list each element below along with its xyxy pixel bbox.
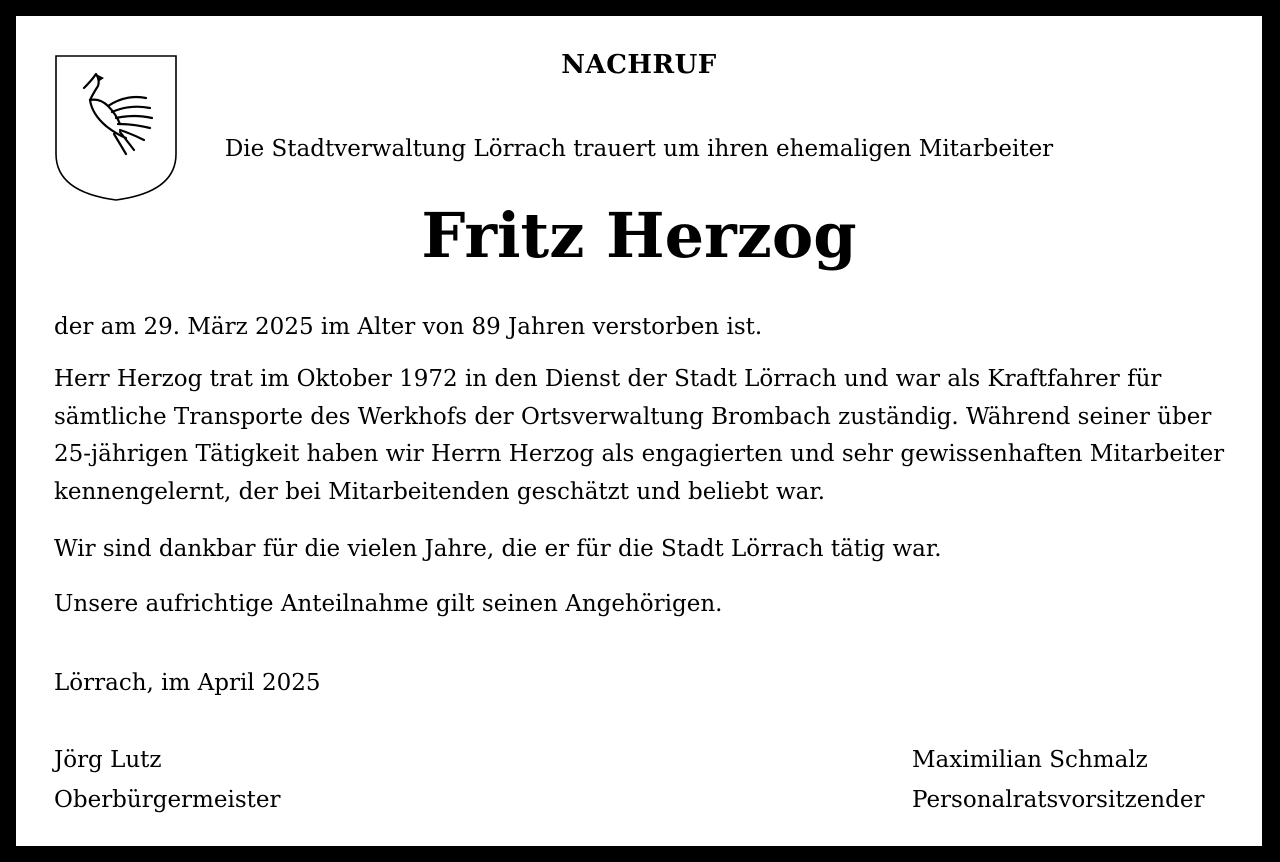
signatory-name: Jörg Lutz — [54, 747, 162, 773]
signatory-name: Maximilian Schmalz — [912, 747, 1148, 773]
deceased-name: Fritz Herzog — [421, 199, 857, 272]
paragraph-death-date: der am 29. März 2025 im Alter von 89 Jahren verstorben ist. — [54, 314, 763, 340]
signature-right — [912, 740, 1204, 820]
signature-left — [54, 740, 280, 820]
notice-intro: Die Stadtverwaltung Lörrach trauert um ihren ehemaligen Mitarbeiter — [224, 136, 1054, 162]
paragraph-career: Herr Herzog trat im Oktober 1972 in den Dienst der Stadt Lörrach und war als Kraftfahrer für sämtliche Transporte des Werkhofs der Ortsverwaltung Brombach zuständig. Während seiner über 25-jährigen Tätigkeit haben wir Herrn Herzog als engagierten und sehr gewissenhaften Mitarbeiter kennengelernt, der bei Mitarbeitenden geschätzt und beliebt war. — [54, 366, 1225, 505]
signatory-title: Personalratsvorsitzender — [912, 787, 1205, 813]
signatory-title: Oberbürgermeister — [54, 787, 281, 813]
obituary-notice — [16, 16, 1262, 846]
paragraph-condolence: Unsere aufrichtige Anteilnahme gilt seinen Angehörigen. — [54, 591, 723, 617]
place-date: Lörrach, im April 2025 — [54, 670, 321, 696]
paragraph-gratitude: Wir sind dankbar für die vielen Jahre, die er für die Stadt Lörrach tätig war. — [54, 536, 942, 562]
notice-heading: NACHRUF — [561, 50, 717, 80]
